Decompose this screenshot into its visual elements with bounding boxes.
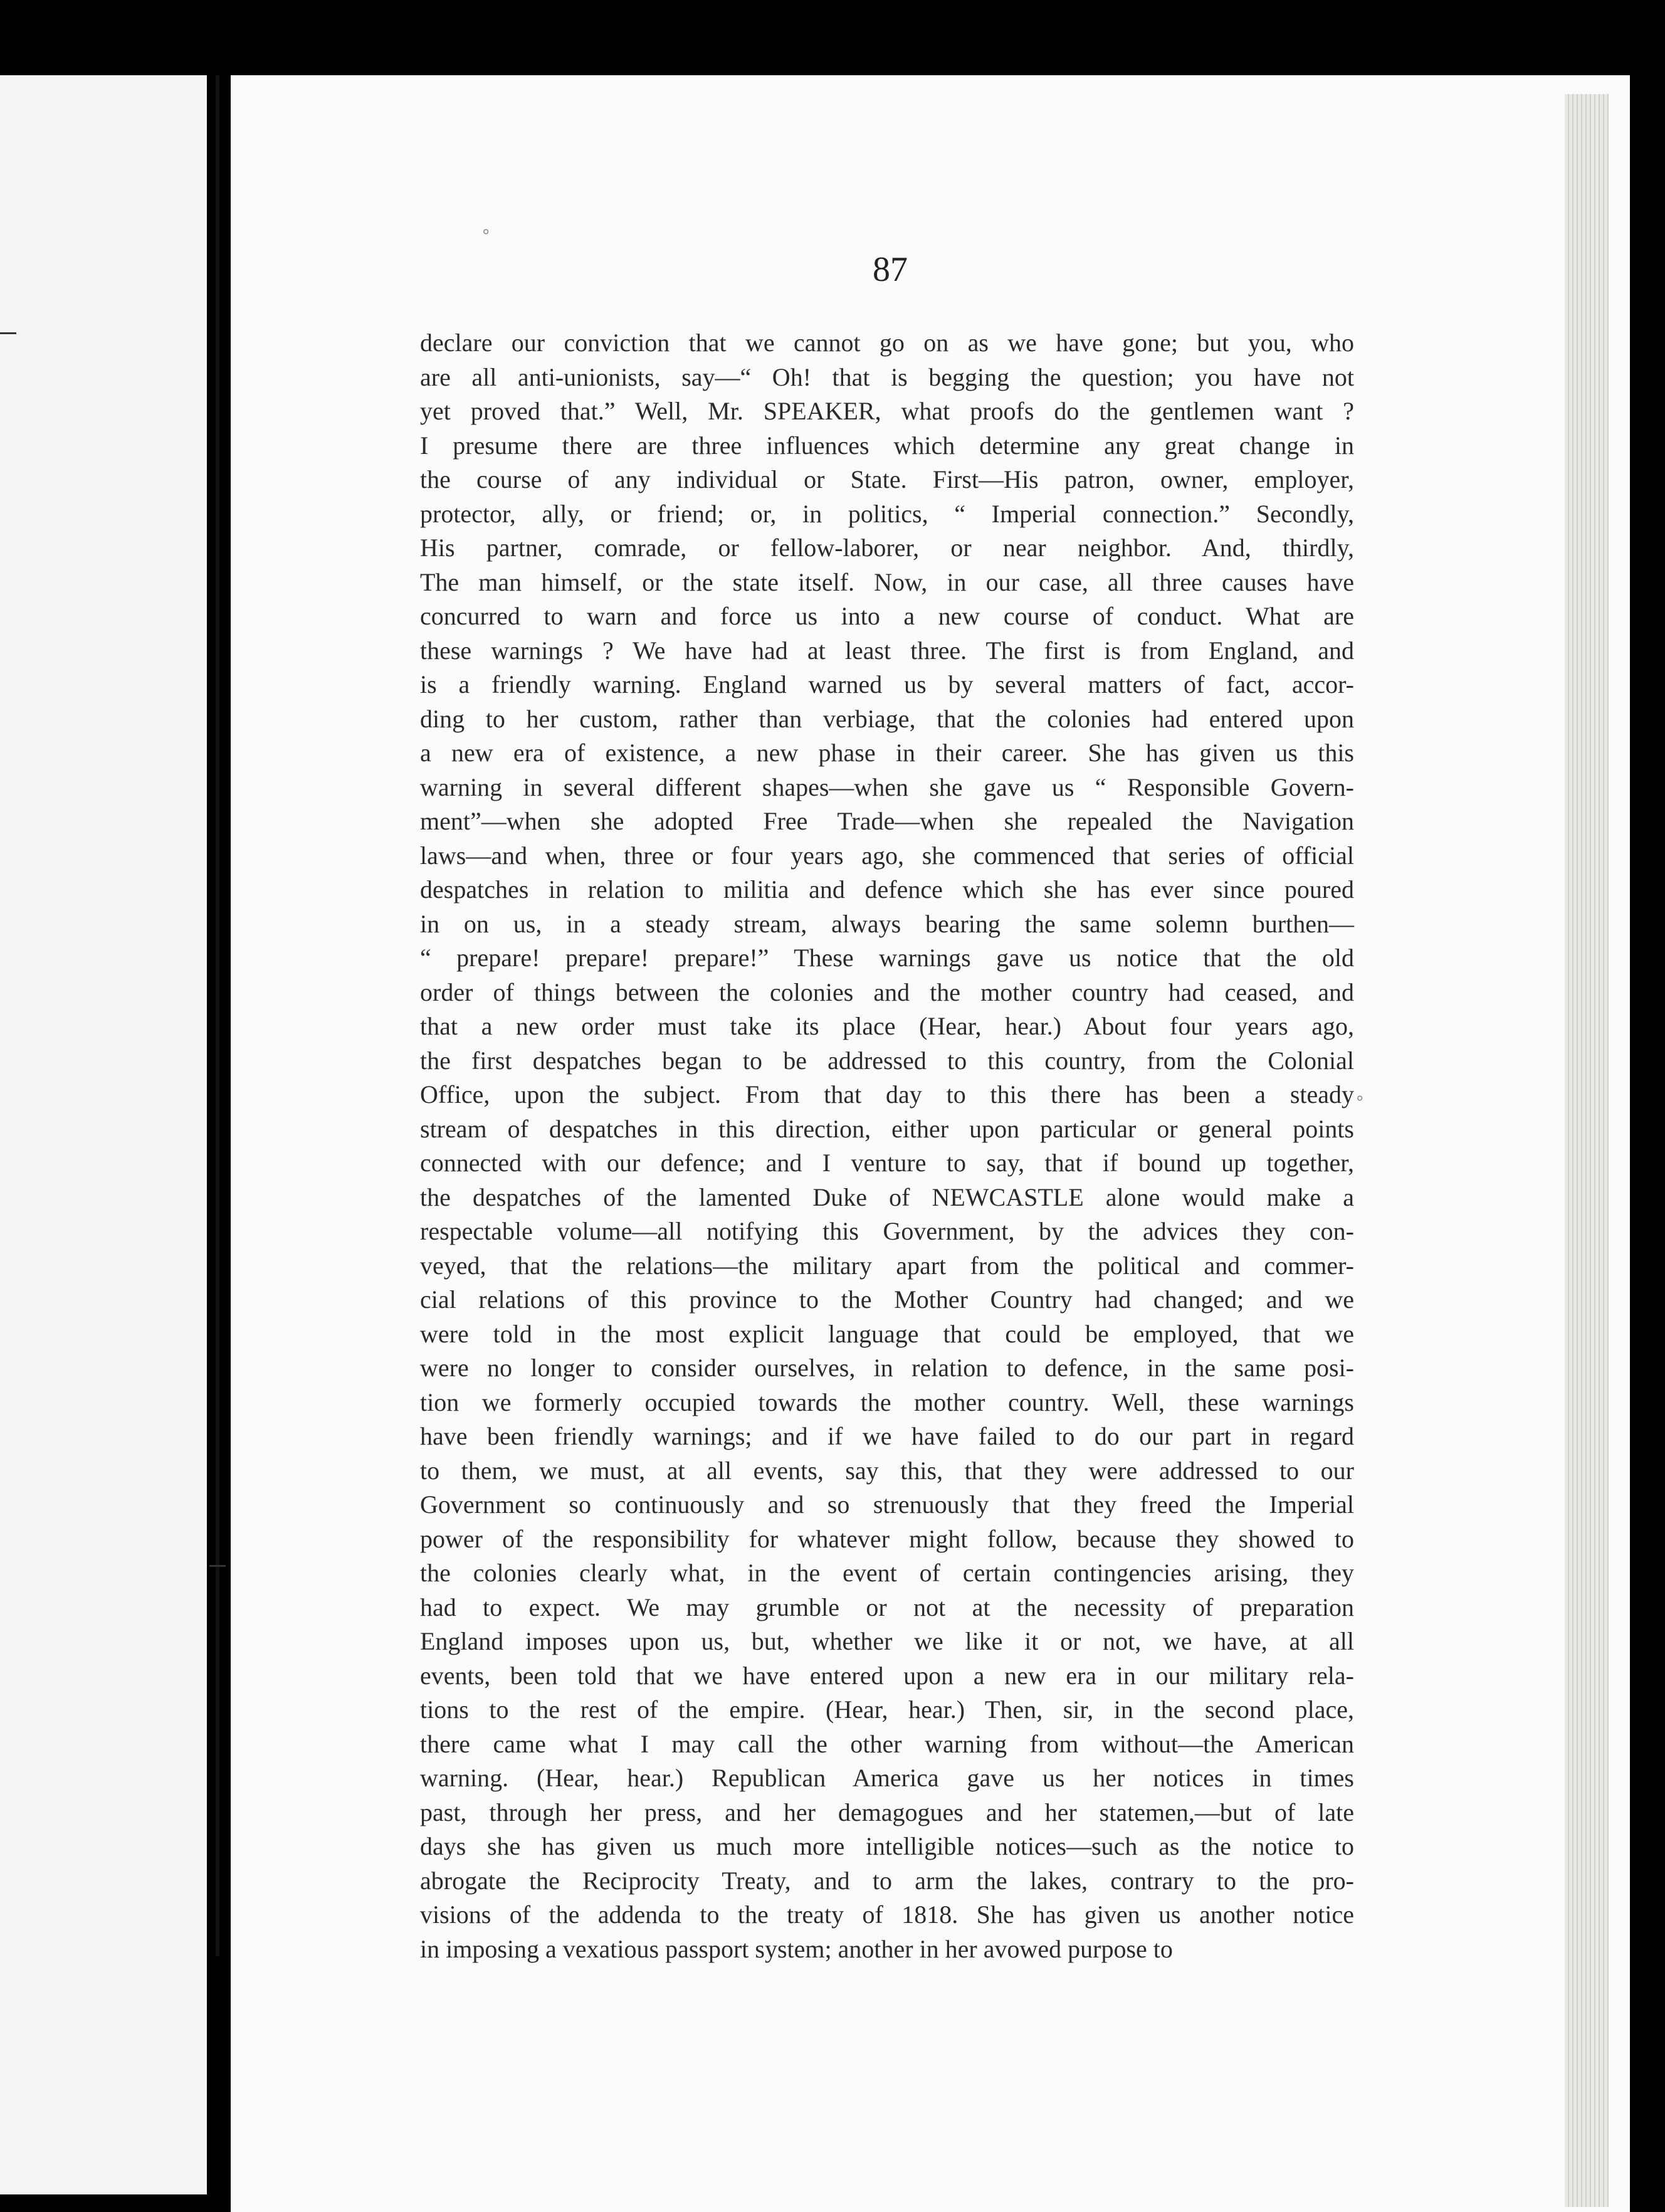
text-line: laws—and when, three or four years ago, she commenced that series of official <box>420 841 1354 870</box>
text-line: despatches in relation to militia and defence which she has ever since poured <box>420 875 1354 903</box>
body-text <box>420 326 1354 1966</box>
gutter-shadow <box>216 75 219 1956</box>
text-line: concurred to warn and force us into a new course of conduct. What are <box>420 602 1354 630</box>
margin-mark <box>209 1565 226 1567</box>
text-line: were told in the most explicit language that could be employed, that we <box>420 1319 1354 1348</box>
text-line: His partner, comrade, or fellow-laborer, or near neighbor. And, thirdly, <box>420 534 1354 562</box>
text-line: ment”—when she adopted Free Trade—when she repealed the Navigation <box>420 807 1354 835</box>
text-line: protector, ally, or friend; or, in politics, “ Imperial connection.” Secondly, <box>420 499 1354 528</box>
text-line: “ prepare! prepare! prepare!” These warnings gave us notice that the old <box>420 944 1354 972</box>
text-line: were no longer to consider ourselves, in relation to defence, in the same posi- <box>420 1354 1354 1382</box>
speck: ° <box>1357 1092 1363 1110</box>
text-line: abrogate the Reciprocity Treaty, and to arm the lakes, contrary to the pro- <box>420 1866 1354 1895</box>
facing-page <box>0 75 207 2194</box>
text-line: power of the responsibility for whatever might follow, because they showed to <box>420 1524 1354 1553</box>
page-number: 87 <box>873 250 908 289</box>
text-line: ding to her custom, rather than verbiage, that the colonies had entered upon <box>420 704 1354 733</box>
text-line: had to expect. We may grumble or not at the necessity of preparation <box>420 1593 1354 1621</box>
text-line: tions to the rest of the empire. (Hear, hear.) Then, sir, in the second place, <box>420 1695 1354 1724</box>
text-line: order of things between the colonies and the mother country had ceased, and <box>420 977 1354 1006</box>
text-line: warning in several different shapes—when she gave us “ Responsible Govern- <box>420 772 1354 801</box>
text-line: to them, we must, at all events, say this, that they were addressed to our <box>420 1456 1354 1485</box>
text-line: warning. (Hear, hear.) Republican America gave us her notices in times <box>420 1764 1354 1792</box>
text-line: past, through her press, and her demagogues and her statemen,—but of late <box>420 1798 1354 1826</box>
text-line: stream of despatches in this direction, either upon particular or general points <box>420 1114 1354 1143</box>
text-line: have been friendly warnings; and if we have failed to do our part in regard <box>420 1422 1354 1450</box>
text-line: days she has given us much more intelligible notices—such as the notice to <box>420 1832 1354 1860</box>
text-line: England imposes upon us, but, whether we like it or not, we have, at all <box>420 1627 1354 1655</box>
text-line: the course of any individual or State. First—His patron, owner, employer, <box>420 465 1354 493</box>
page-stack-edge <box>1565 94 1609 2207</box>
text-line: these warnings ? We have had at least three. The first is from England, and <box>420 636 1354 665</box>
text-line: The man himself, or the state itself. Now, in our case, all three causes have <box>420 567 1354 596</box>
text-line: there came what I may call the other warning from without—the American <box>420 1729 1354 1758</box>
text-line: is a friendly warning. England warned us by several matters of fact, accor- <box>420 670 1354 698</box>
text-line: in on us, in a steady stream, always bearing the same solemn burthen— <box>420 909 1354 938</box>
speck: ° <box>483 226 490 244</box>
text-line: I presume there are three influences which determine any great change in <box>420 431 1354 460</box>
text-line: events, been told that we have entered upon a new era in our military rela- <box>420 1661 1354 1690</box>
text-line: yet proved that.” Well, Mr. SPEAKER, what proofs do the gentlemen want ? <box>420 397 1354 425</box>
text-line: the colonies clearly what, in the event of certain contingencies arising, they <box>420 1559 1354 1587</box>
text-line: tion we formerly occupied towards the mother country. Well, these warnings <box>420 1388 1354 1416</box>
text-line: that a new order must take its place (Hear, hear.) About four years ago, <box>420 1012 1354 1040</box>
text-line: the first despatches began to be addressed to this country, from the Colonial <box>420 1046 1354 1075</box>
text-line: in imposing a vexatious passport system; another in her avowed purpose to <box>420 1934 1173 1963</box>
text-line: are all anti-unionists, say—“ Oh! that is begging the question; you have not <box>420 362 1354 391</box>
margin-mark <box>0 332 16 334</box>
text-line: Government so continuously and so strenuously that they freed the Imperial <box>420 1490 1354 1519</box>
text-line: respectable volume—all notifying this Government, by the advices they con- <box>420 1217 1354 1245</box>
text-line: a new era of existence, a new phase in their career. She has given us this <box>420 739 1354 767</box>
text-line: veyed, that the relations—the military apart from the political and commer- <box>420 1251 1354 1280</box>
text-line: connected with our defence; and I venture to say, that if bound up together, <box>420 1149 1354 1177</box>
text-line: visions of the addenda to the treaty of 1818. She has given us another notice <box>420 1900 1354 1929</box>
text-line: declare our conviction that we cannot go on as we have gone; but you, who <box>420 329 1354 357</box>
text-line: Office, upon the subject. From that day to this there has been a steady <box>420 1080 1354 1109</box>
text-line: the despatches of the lamented Duke of NEWCASTLE alone would make a <box>420 1182 1354 1211</box>
text-line: cial relations of this province to the Mother Country had changed; and we <box>420 1285 1354 1314</box>
